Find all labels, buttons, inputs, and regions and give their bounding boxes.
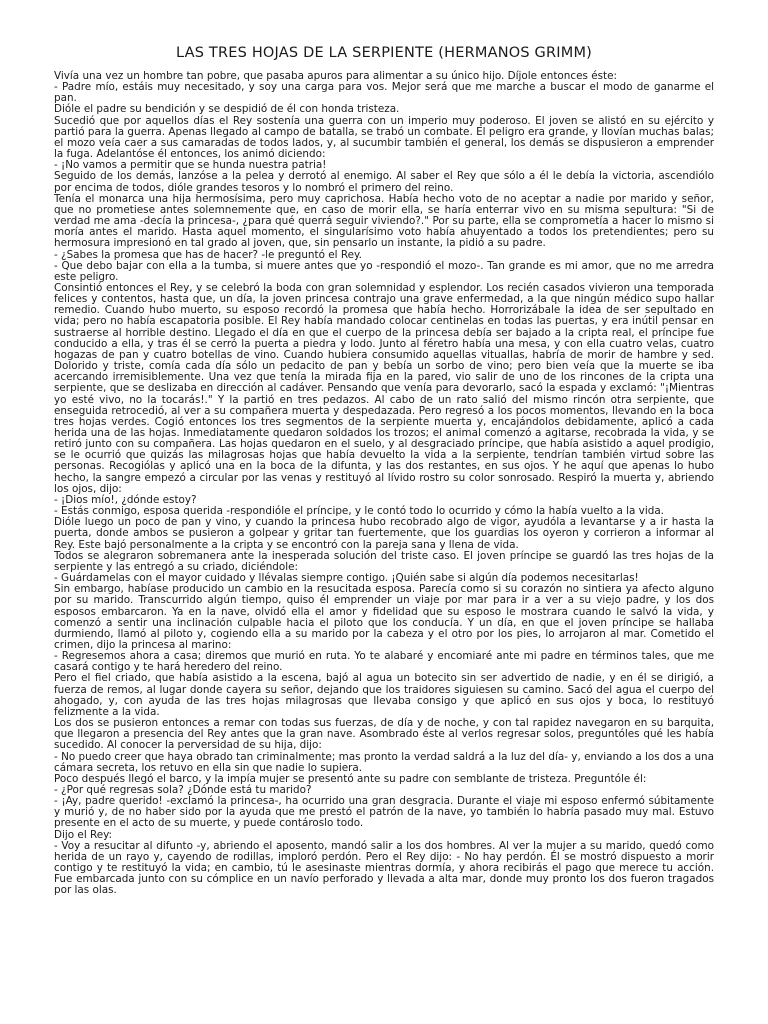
body-paragraph: Dióle el padre su bendición y se despidió de él con honda tristeza. <box>54 103 400 116</box>
body-paragraph: - Guárdamelas con el mayor cuidado y llévalas siempre contigo. ¡Quién sabe si algún día podemos necesitarlas! <box>54 572 639 585</box>
body-paragraph: - Padre mío, estáis muy necesitado, y soy una carga para vos. Mejor será que me marche a buscar el modo de ganarme el pan. <box>54 81 714 105</box>
body-paragraph: - ¿Sabes la promesa que has de hacer? -le preguntó el Rey. <box>54 248 362 261</box>
body-paragraph: Consintió entonces el Rey, y se celebró la boda con gran solemnidad y esplendor. Los recién casados vivieron una temporada felices y contentos, hasta que, un día, la joven princesa contrajo una grave enfermedad, a la que ningún médico supo hallar remedio. Cuando hubo muerto, su esposo recordó la promesa que había hecho. Horrorizábale la idea de ser sepultado en vida; pero no había escapatoria posible. El Rey había mandado colocar centinelas en todas las puertas, y era inútil pensar en sustraerse al horrible destino. Llegado el día en que el cuerpo de la princesa debía ser bajado a la cripta real, el príncipe fue conducido a ella, y tras él se cerró la puerta a piedra y lodo. Junto al féretro había una mesa, y con ella cuatro velas, cuatro hogazas de pan y cuatro botellas de vino. Cuando hubiera consumido aquellas vituallas, habría de morir de hambre y sed. Dolorido y triste, comía cada día sólo un pedacito de pan y bebía un sorbo de vino; pero bien veía que la muerte se iba acercando irremisiblemente. Una vez que tenía la mirada fija en la pared, vio salir de uno de los rincones de la cripta una serpiente, que se deslizaba en dirección al cadáver. Pensando que venía para devorarlo, sacó la espada y exclamó: "¡Mientras yo esté vivo, no la tocarás!." Y la partió en tres pedazos. Al cabo de un rato salió del mismo rincón otra serpiente, que enseguida retrocedió, al ver a su compañera muerta y despedazada. Pero regresó a los pocos momentos, llevando en la boca tres hojas verdes. Cogió entonces los tres segmentos de la serpiente muerta y, encajándolos debidamente, aplicó a cada herida una de las hojas. Inmediatamente quedaron soldados los trozos; el animal comenzó a agitarse, recobrada la vida, y se retiró junto con su compañera. Las hojas quedaron en el suelo, y al desgraciado príncipe, que había asistido a aquel prodigio, se le ocurrió que quizás las milagrosas hojas que había devuelto la vida a la serpiente, tendrían también virtud sobre las personas. Recogiólas y aplicó una en la boca de la difunta, y las dos restantes, en sus ojos. Y he aquí que apenas lo hubo hecho, la sangre empezó a circular por las venas y restituyó al lívido rostro su color sonrosado. Respiró la muerta y, abriendo los ojos, dijo: <box>54 281 714 495</box>
document-body <box>54 71 714 897</box>
body-paragraph: Todos se alegraron sobremanera ante la inesperada solución del triste caso. El joven príncipe se guardó las tres hojas de la serpiente y las entregó a su criado, diciéndole: <box>54 549 714 573</box>
body-paragraph: Dióle luego un poco de pan y vino, y cuando la princesa hubo recobrado algo de vigor, ayudóla a levantarse y a ir hasta la puerta, donde ambos se pusieron a golpear y gritar tan fuertemente, que los guardias los oyeron y corrieron a informar al Rey. Este bajó personalmente a la cripta y se encontró con la pareja sana y llena de vida. <box>54 516 714 551</box>
body-paragraph: Pero el fiel criado, que había asistido a la escena, bajó al agua un botecito sin ser advertido de nadie, y en él se dirigió, a fuerza de remos, al lugar donde cayera su señor, dejando que los traidores siguiesen su camino. Sacó del agua el cuerpo del ahogado, y, con ayuda de las tres hojas milagrosas que llevaba consigo y que aplicó en sus ojos y boca, lo restituyó felizmente a la vida. <box>54 672 714 718</box>
body-paragraph: Seguido de los demás, lanzóse a la pelea y derrotó al enemigo. Al saber el Rey que sólo a él le debía la victoria, ascendiólo por encima de todos, dióle grandes tesoros y lo nombró el primero del reino. <box>54 170 714 194</box>
body-paragraph: - ¡Ay, padre querido! -exclamó la princesa-, ha ocurrido una gran desgracia. Durante el viaje mi esposo enfermó súbitamente y murió y, de no haber sido por la ayuda que me prestó el patrón de la nave, yo también lo habría pasado muy mal. Estuvo presente en el acto de su muerte, y puede contároslo todo. <box>54 795 714 830</box>
body-paragraph: - ¡Dios mío!, ¿dónde estoy? <box>54 493 197 506</box>
body-paragraph: - No puedo creer que haya obrado tan criminalmente; mas pronto la verdad saldrá a la luz del día- y, enviando a los dos a una cámara secreta, los retuvo en ella sin que nadie lo supiera. <box>54 750 714 774</box>
body-paragraph: Poco después llegó el barco, y la impía mujer se presentó ante su padre con semblante de tristeza. Preguntóle él: <box>54 772 647 785</box>
body-paragraph: - ¡No vamos a permitir que se hunda nuestra patria! <box>54 159 327 172</box>
body-paragraph: - Estás conmigo, esposa querida -respondióle el príncipe, y le contó todo lo ocurrido y cómo la había vuelto a la vida. <box>54 505 664 518</box>
body-paragraph: Tenía el monarca una hija hermosísima, pero muy caprichosa. Había hecho voto de no aceptar a nadie por marido y señor, que no prometiese antes solemnemente que, en caso de morir ella, se haría enterrar vivo en su misma sepultura: "Si de verdad me ama -decía la princesa-, ¿para qué querrá seguir viviendo?." Por su parte, ella se comprometía a hacer lo mismo si moría antes el marido. Hasta aquel momento, el singularísimo voto había ahuyentado a todos los pretendientes; pero su hermosura impresionó en tal grado al joven, que, sin pensarlo un instante, la pidió a su padre. <box>54 192 714 250</box>
body-paragraph: Vivía una vez un hombre tan pobre, que pasaba apuros para alimentar a su único hijo. Díjole entonces éste: <box>54 70 617 82</box>
body-paragraph: - ¿Por qué regresas sola? ¿Dónde está tu marido? <box>54 784 312 796</box>
body-paragraph: Dijo el Rey: <box>54 828 113 841</box>
body-paragraph: - Regresemos ahora a casa; diremos que murió en ruta. Yo te alabaré y encomiaré ante mi padre en términos tales, que me casará contigo y te hará heredero del reino. <box>54 650 714 674</box>
document-title: LAS TRES HOJAS DE LA SERPIENTE (HERMANOS GRIMM) <box>175 45 593 61</box>
body-paragraph: Sin embargo, habíase producido un cambio en la resucitada esposa. Parecía como si su corazón no sintiera ya afecto alguno por su marido. Transcurrido algún tiempo, quiso él emprender un viaje por mar para ir a ver a su viejo padre, y los dos esposos embarcaron. Ya en la nave, olvidó ella el amor y fidelidad que su esposo le mostrara cuando le salvó la vida, y comenzó a sentir una inclinación culpable hacia el piloto que los conducía. Y un día, en que el joven príncipe se hallaba durmiendo, llamó al piloto y, cogiendo ella a su marido por la cabeza y el otro por los pies, lo arrojaron al mar. Cometido el crimen, dijo la princesa al marino: <box>54 583 714 651</box>
body-paragraph: Sucedió que por aquellos días el Rey sostenía una guerra con un imperio muy poderoso. El joven se alistó en su ejército y partió para la guerra. Apenas llegado al campo de batalla, se trabó un combate. El peligro era grande, y llovían muchas balas; el mozo veía caer a sus camaradas de todos lados, y, al sucumbir también el general, los demás se dispusieron a emprender la fuga. Adelantóse él entonces, los animó diciendo: <box>54 114 714 161</box>
body-paragraph: - Que debo bajar con ella a la tumba, si muere antes que yo -respondió el mozo-. Tan grande es mi amor, que no me arredra este peligro. <box>54 259 714 283</box>
body-paragraph: - Voy a resucitar al difunto -y, abriendo el aposento, mandó salir a los dos hombres. Al ver la mujer a su marido, quedó como herida de un rayo y, cayendo de rodillas, imploró perdón. Pero el Rey dijo: - No hay perdón. Él se mostró dispuesto a morir contigo y te restituyó la vida; en cambio, tú le asesinaste mientras dormía, y ahora recibirás el pago que merece tu acción. Fue embarcada junto con su cómplice en un navío perforado y llevada a alta mar, donde muy pronto los dos fueron tragados por las olas. <box>54 839 714 897</box>
body-paragraph: Los dos se pusieron entonces a remar con todas sus fuerzas, de día y de noche, y con tal rapidez navegaron en su barquita, que llegaron a presencia del Rey antes que la gran nave. Asombrado éste al verlos regresar solos, preguntóles qué les había sucedido. Al conocer la perversidad de su hija, dijo: <box>54 717 714 752</box>
